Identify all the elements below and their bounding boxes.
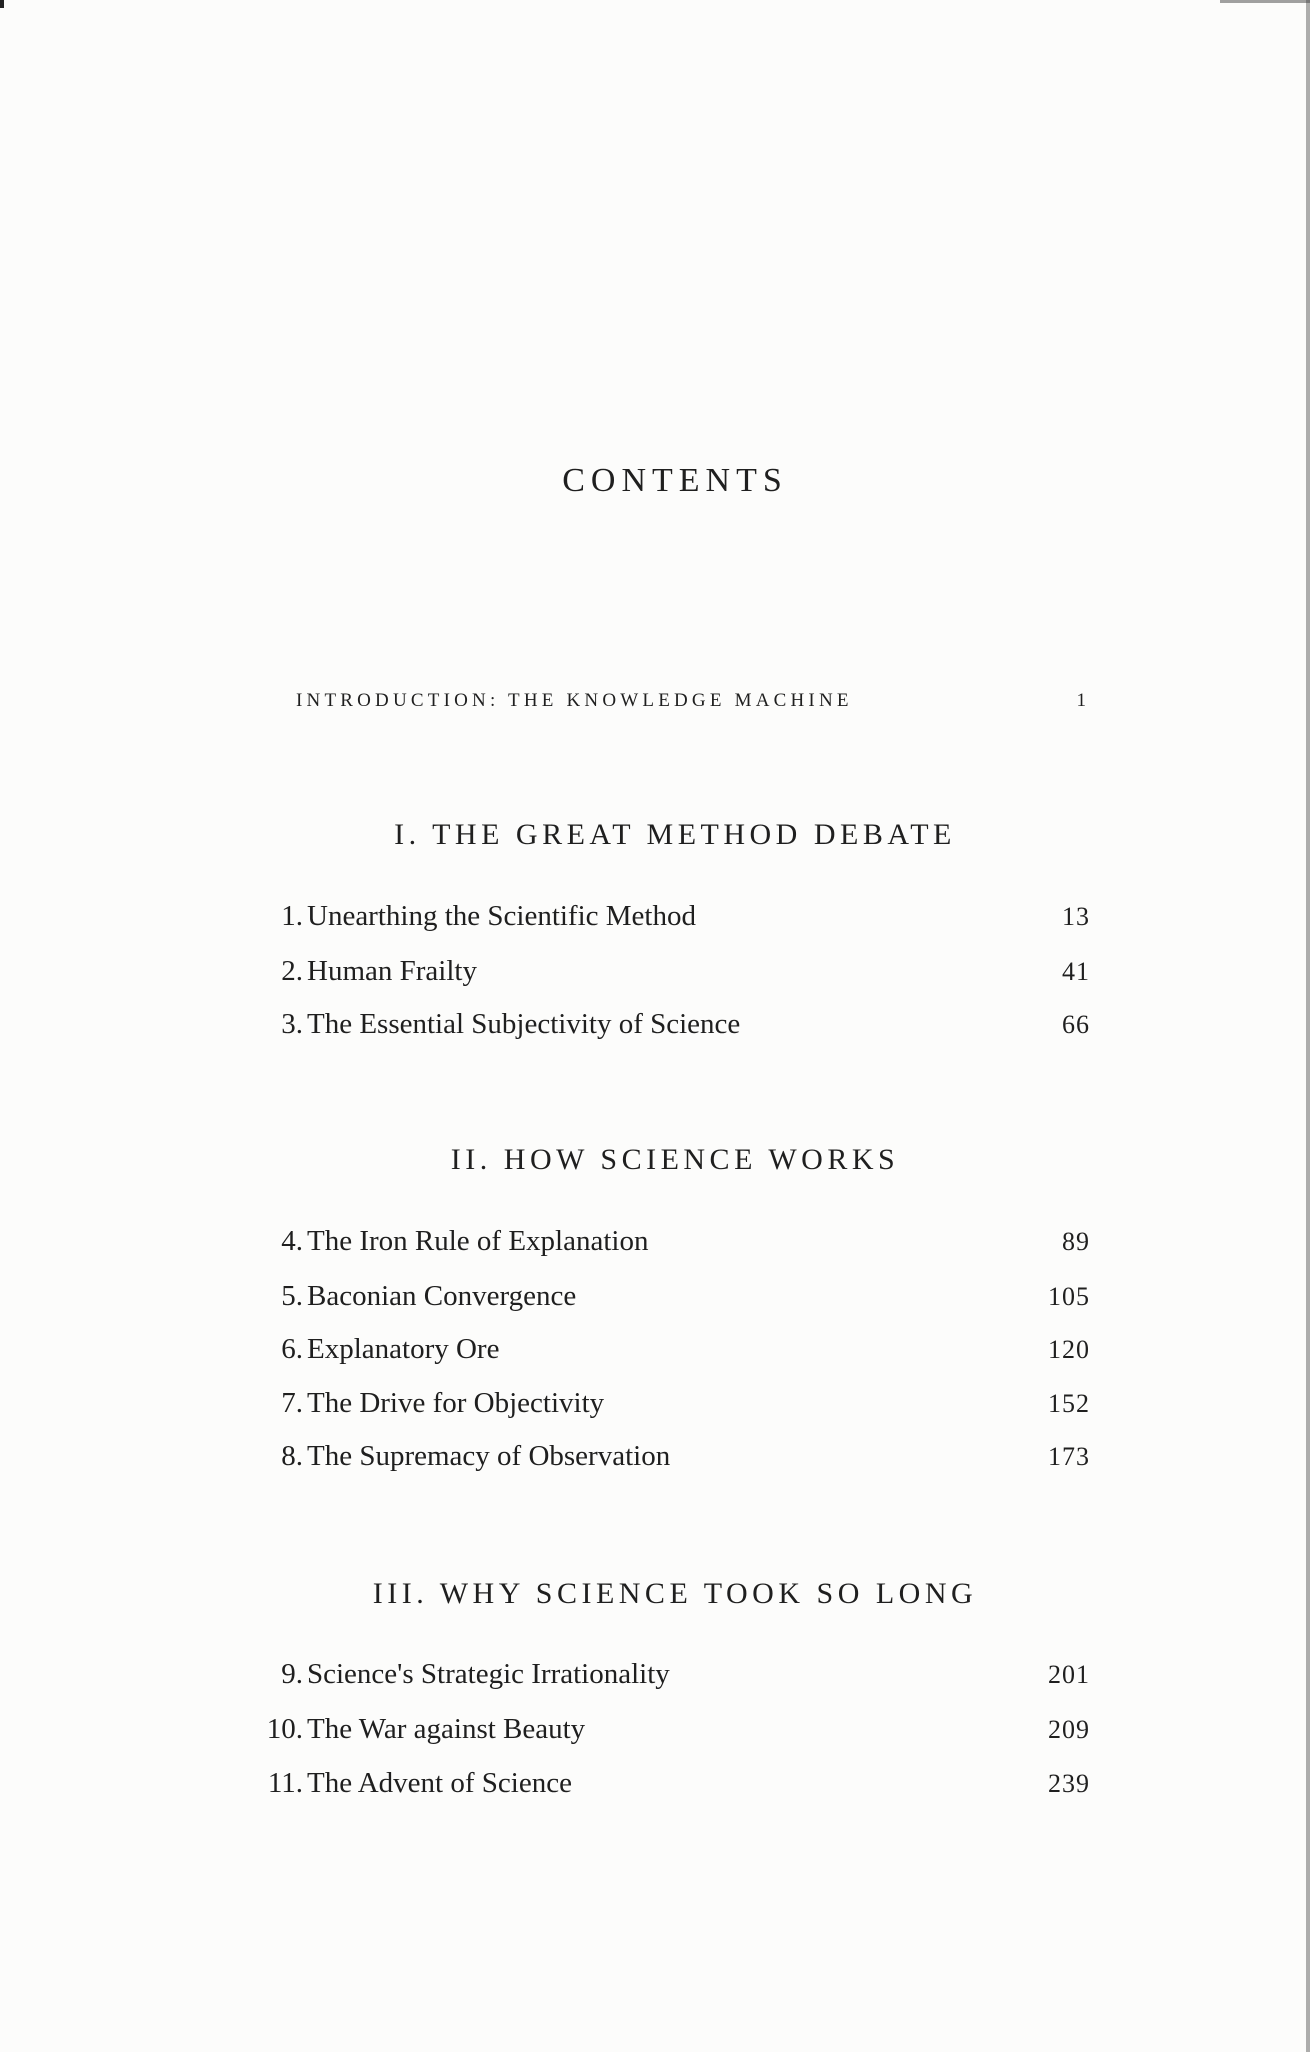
toc-entry[interactable] xyxy=(250,1225,1096,1265)
toc-entry[interactable] xyxy=(250,900,1096,940)
chapter-number: 6. xyxy=(281,1333,303,1365)
chapter-page: 120 xyxy=(1048,1335,1090,1364)
chapter-title: Explanatory Ore xyxy=(307,1333,500,1365)
chapter-number: 4. xyxy=(281,1225,303,1257)
chapter-number: 9. xyxy=(281,1658,303,1690)
part-heading-3: III. WHY SCIENCE TOOK SO LONG xyxy=(372,1577,978,1610)
chapter-title: The Drive for Objectivity xyxy=(307,1387,605,1419)
toc-entry[interactable] xyxy=(250,1767,1096,1807)
chapter-title: The War against Beauty xyxy=(307,1713,586,1745)
chapter-title: The Supremacy of Observation xyxy=(307,1440,671,1472)
chapter-number: 7. xyxy=(281,1387,303,1419)
toc-entry[interactable] xyxy=(250,955,1096,995)
chapter-number: 2. xyxy=(281,955,303,987)
chapter-page: 152 xyxy=(1048,1389,1090,1418)
page-edge-shadow xyxy=(1306,0,1310,2052)
toc-entry[interactable] xyxy=(250,1713,1096,1753)
chapter-title: Science's Strategic Irrationality xyxy=(307,1658,670,1690)
chapter-title: Baconian Convergence xyxy=(307,1280,577,1312)
chapter-number: 3. xyxy=(281,1008,303,1040)
part-heading-1: I. THE GREAT METHOD DEBATE xyxy=(394,818,956,851)
chapter-number: 8. xyxy=(281,1440,303,1472)
chapter-page: 13 xyxy=(1062,902,1090,931)
chapter-page: 41 xyxy=(1062,957,1090,986)
part-heading-2: II. HOW SCIENCE WORKS xyxy=(450,1143,900,1176)
chapter-page: 201 xyxy=(1048,1660,1090,1689)
chapter-page: 89 xyxy=(1062,1227,1090,1256)
chapter-page: 105 xyxy=(1048,1282,1090,1311)
chapter-title: The Advent of Science xyxy=(307,1767,572,1799)
toc-entry[interactable] xyxy=(250,1440,1096,1480)
chapter-page: 66 xyxy=(1062,1010,1090,1039)
introduction-entry[interactable] xyxy=(296,690,1096,720)
introduction-page: 1 xyxy=(1076,690,1086,711)
chapter-page: 173 xyxy=(1048,1442,1090,1471)
chapter-page: 209 xyxy=(1048,1715,1090,1744)
toc-entry[interactable] xyxy=(250,1387,1096,1427)
toc-entry[interactable] xyxy=(250,1333,1096,1373)
toc-entry[interactable] xyxy=(250,1008,1096,1048)
chapter-title: The Iron Rule of Explanation xyxy=(307,1225,649,1257)
chapter-title: Unearthing the Scientific Method xyxy=(307,900,696,932)
page-corner-mark xyxy=(0,0,4,8)
chapter-number: 5. xyxy=(281,1280,303,1312)
chapter-number: 1. xyxy=(281,900,303,932)
chapter-title: The Essential Subjectivity of Science xyxy=(307,1008,741,1040)
chapter-page: 239 xyxy=(1048,1769,1090,1798)
contents-title: CONTENTS xyxy=(562,462,788,499)
toc-entry[interactable] xyxy=(250,1280,1096,1320)
introduction-label: INTRODUCTION: THE KNOWLEDGE MACHINE xyxy=(296,690,853,711)
chapter-number: 11. xyxy=(267,1767,303,1799)
chapter-number: 10. xyxy=(266,1713,303,1745)
page-edge-top xyxy=(1220,0,1310,3)
chapter-title: Human Frailty xyxy=(307,955,477,987)
toc-entry[interactable] xyxy=(250,1658,1096,1698)
